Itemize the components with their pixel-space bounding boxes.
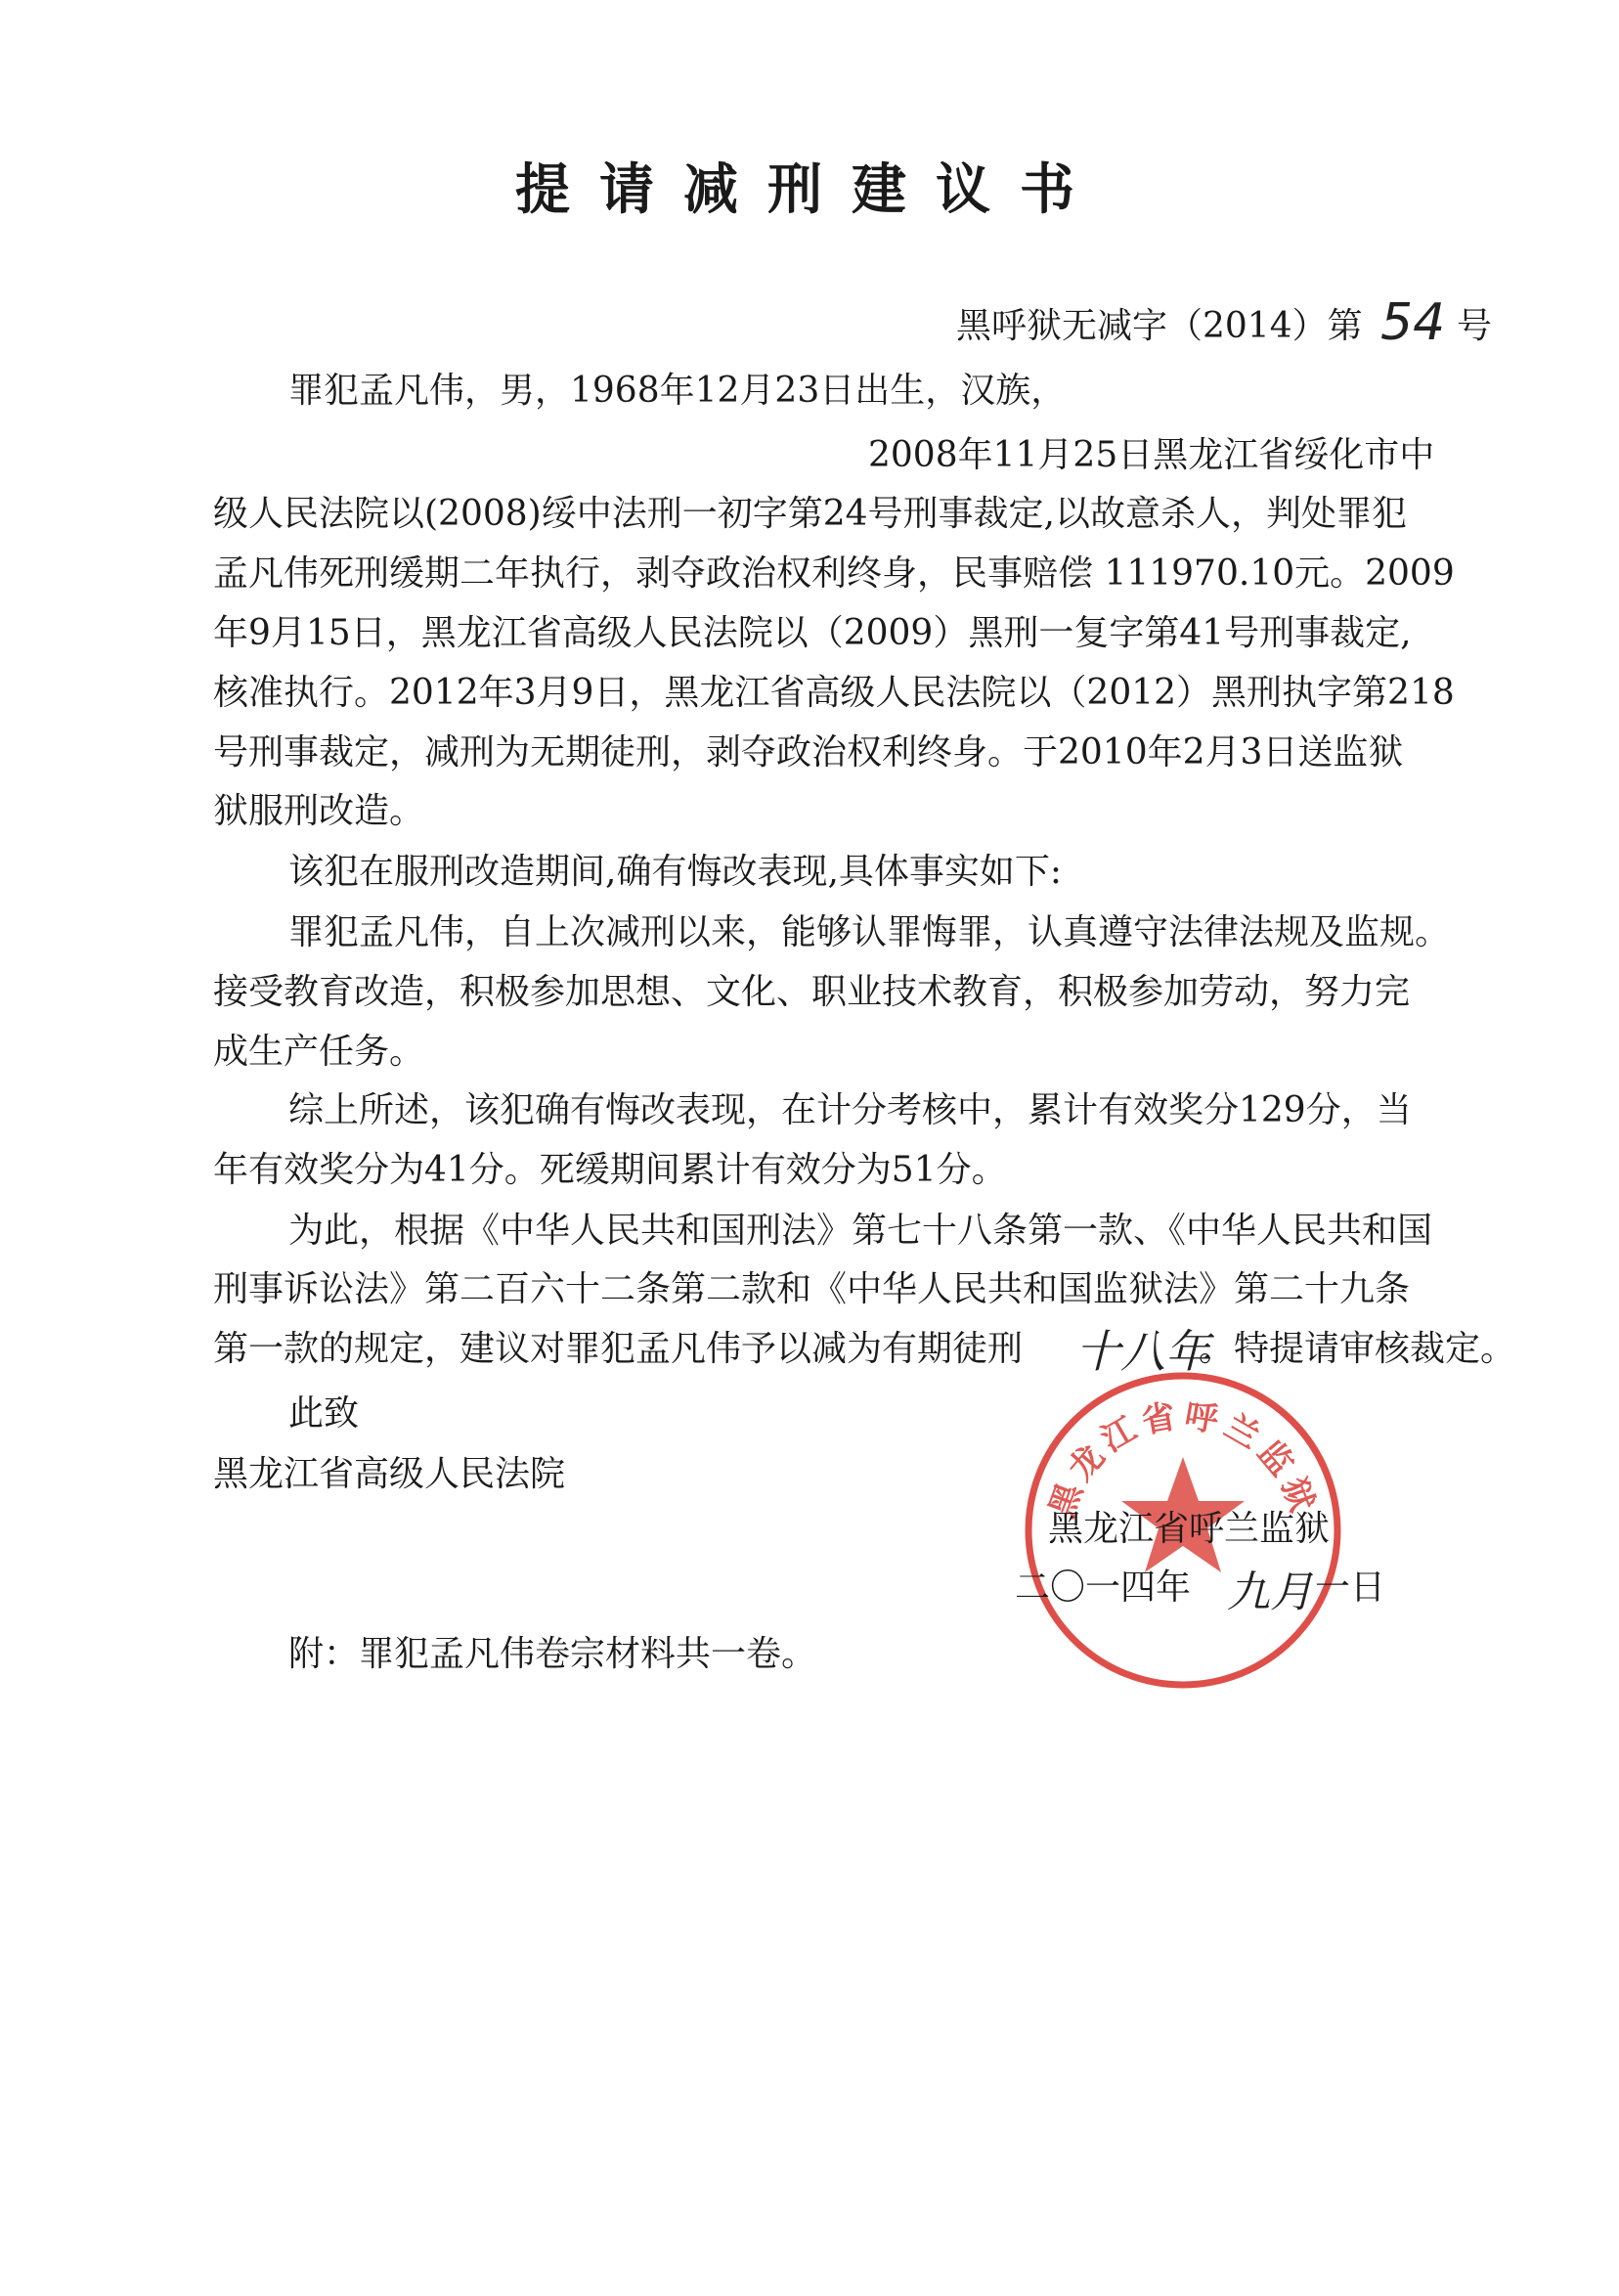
paragraph-line: 。特提请审核裁定。 <box>1199 1329 1516 1369</box>
document-number-suffix: 号 <box>1457 306 1493 346</box>
paragraph-line: 核准执行。2012年3月9日，黑龙江省高级人民法院以（2012）黑刑执字第218 <box>213 673 1455 713</box>
recipient: 黑龙江省高级人民法院 <box>213 1454 566 1494</box>
date-year: 二〇一四年 <box>1015 1567 1192 1608</box>
paragraph-line: 年9月15日，黑龙江省高级人民法院以（2009）黑刑一复字第41号刑事裁定, <box>213 613 1412 653</box>
paragraph-line: 综上所述，该犯确有悔改表现，在计分考核中，累计有效奖分129分，当 <box>288 1090 1412 1130</box>
paragraph-line: 刑事诉讼法》第二百六十二条第二款和《中华人民共和国监狱法》第二十九条 <box>213 1269 1411 1309</box>
document-number-prefix: 黑呼狱无减字（2014）第 <box>956 306 1363 346</box>
paragraph-line: 罪犯孟凡伟，自上次减刑以来，能够认罪悔罪，认真遵守法律法规及监规。 <box>288 912 1451 952</box>
paragraph-line: 年有效奖分为41分。死缓期间累计有效分为51分。 <box>213 1150 1007 1190</box>
salutation: 此致 <box>288 1393 360 1434</box>
paragraph-line: 为此，根据《中华人民共和国刑法》第七十八条第一款、《中华人民共和国 <box>288 1211 1433 1251</box>
document-title: 提请减刑建议书 <box>515 158 1104 222</box>
date-month-handwritten: 九月 <box>1227 1567 1313 1617</box>
paragraph-line: 该犯在服刑改造期间,确有悔改表现,具体事实如下: <box>288 852 1063 892</box>
seal-text: 黑龙江省呼兰监狱 <box>1042 1395 1324 1523</box>
paragraph-line: 接受教育改造，积极参加思想、文化、职业技术教育，积极参加劳动，努力完 <box>213 972 1411 1012</box>
issuer-name: 黑龙江省呼兰监狱 <box>1048 1509 1331 1549</box>
paragraph-line: 第一款的规定，建议对罪犯孟凡伟予以减为有期徒刑 <box>213 1329 1024 1369</box>
paragraph-line: 级人民法院以(2008)绥中法刑一初字第24号刑事裁定,以故意杀人，判处罪犯 <box>213 494 1407 534</box>
paragraph-line: 罪犯孟凡伟，男，1968年12月23日出生，汉族， <box>288 371 1067 411</box>
paragraph-line: 2008年11月25日黑龙江省绥化市中 <box>868 435 1435 475</box>
paragraph-line: 孟凡伟死刑缓期二年执行，剥夺政治权利终身，民事赔偿 111970.10元。2009 <box>213 553 1455 594</box>
paragraph-line: 狱服刑改造。 <box>213 791 425 831</box>
paragraph-line: 成生产任务。 <box>213 1032 425 1072</box>
date-day: 一日 <box>1315 1567 1386 1608</box>
sentence-handwritten: 十八年 <box>1075 1325 1210 1378</box>
document-number-handwritten: 54 <box>1380 293 1446 352</box>
attachment-note: 附：罪犯孟凡伟卷宗材料共一卷。 <box>288 1634 817 1674</box>
paragraph-line: 号刑事裁定，减刑为无期徒刑，剥夺政治权利终身。于2010年2月3日送监狱 <box>213 732 1404 773</box>
